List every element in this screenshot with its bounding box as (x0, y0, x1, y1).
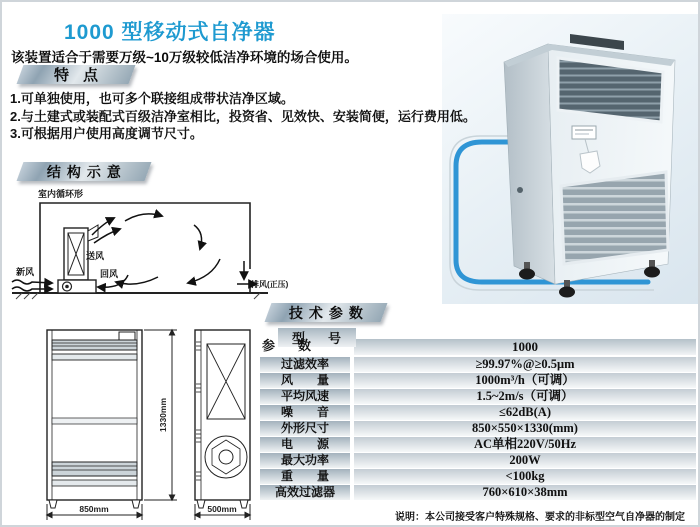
spec-value: 760×610×38mm (354, 485, 696, 500)
spec-note: 说明：本公司接受客户特殊规格、要求的非标型空气自净器的制定 (395, 512, 685, 523)
bottom-grille (561, 172, 668, 264)
label-supply-air: 送风 (86, 251, 105, 261)
table-row (260, 373, 696, 388)
table-row (260, 389, 696, 404)
spec-corner-cell (260, 329, 350, 355)
spec-label: 噪 音 (260, 405, 350, 420)
specs-heading-band (265, 303, 388, 322)
spec-value: ≥99.97%@≥0.5μm (354, 357, 696, 372)
spec-value: ≤62dB(A) (354, 405, 696, 420)
intro-text: 该装置适合于需要万级~10万级较低洁净环境的场合使用。 (11, 50, 358, 65)
spec-label: 外形尺寸 (260, 421, 350, 436)
spec-value: 1.5~2m/s（可调） (354, 389, 696, 404)
param-header-label: 参 数 (262, 338, 317, 353)
airflow-diagram (8, 185, 300, 316)
spec-label: 电 源 (260, 437, 350, 452)
features-list (10, 90, 530, 143)
front-view (47, 330, 142, 508)
product-cabinet (504, 34, 675, 298)
table-row (260, 405, 696, 420)
spec-value: 850×550×1330(mm) (354, 421, 696, 436)
page-title: 1000 型移动式自净器 (64, 21, 276, 44)
feature-item-2: 2.与土建式或装配式百级洁净室相比，投资省、见效快、安装简便，运行费用低。 (10, 108, 476, 124)
label-return-air: 回风 (100, 269, 119, 279)
model-value: 1000 (354, 339, 696, 355)
spec-label: 过滤效率 (260, 357, 350, 372)
table-row (260, 469, 696, 484)
product-photo-svg (442, 14, 698, 304)
structure-heading-band (17, 162, 152, 181)
spec-value: 200W (354, 453, 696, 468)
front-height-label: 1330mm (158, 397, 168, 433)
spec-value: <100kg (354, 469, 696, 484)
spec-label: 风 量 (260, 373, 350, 388)
spec-header-row (260, 329, 696, 355)
label-fresh-air: 新风 (16, 267, 35, 277)
label-exhaust-air: 排风(正压) (251, 280, 289, 289)
spec-value: 1000m³/h（可调） (354, 373, 696, 388)
label-room-type: 室内循环形 (38, 189, 84, 199)
product-photo (442, 14, 698, 304)
feature-item-1: 1.可单独使用，也可多个联接组成带状洁净区域。 (10, 91, 294, 106)
table-row (260, 421, 696, 436)
airflow-arrows (12, 214, 256, 291)
spec-label: 高效过滤器 (260, 485, 350, 500)
model-header-label: 型 号 (278, 328, 356, 347)
features-heading: 特点 (53, 67, 112, 84)
table-row (260, 453, 696, 468)
spec-label: 平均风速 (260, 389, 350, 404)
features-heading-band (17, 65, 136, 84)
side-view (195, 330, 250, 508)
control-panel (572, 126, 596, 139)
structure-heading: 结构示意 (47, 163, 127, 180)
front-width-label: 850mm (79, 504, 109, 514)
spec-value: AC单相220V/50Hz (354, 437, 696, 452)
table-row (260, 357, 696, 372)
side-depth-label: 500mm (207, 504, 237, 514)
feature-item-3: 3.可根据用户使用高度调节尺寸。 (10, 126, 203, 141)
specs-heading: 技术参数 (289, 304, 369, 321)
spec-label: 最大功率 (260, 453, 350, 468)
dimension-drawings (27, 322, 262, 527)
spec-table (260, 329, 696, 501)
table-row (260, 437, 696, 452)
spec-label: 重 量 (260, 469, 350, 484)
table-row (260, 485, 696, 500)
